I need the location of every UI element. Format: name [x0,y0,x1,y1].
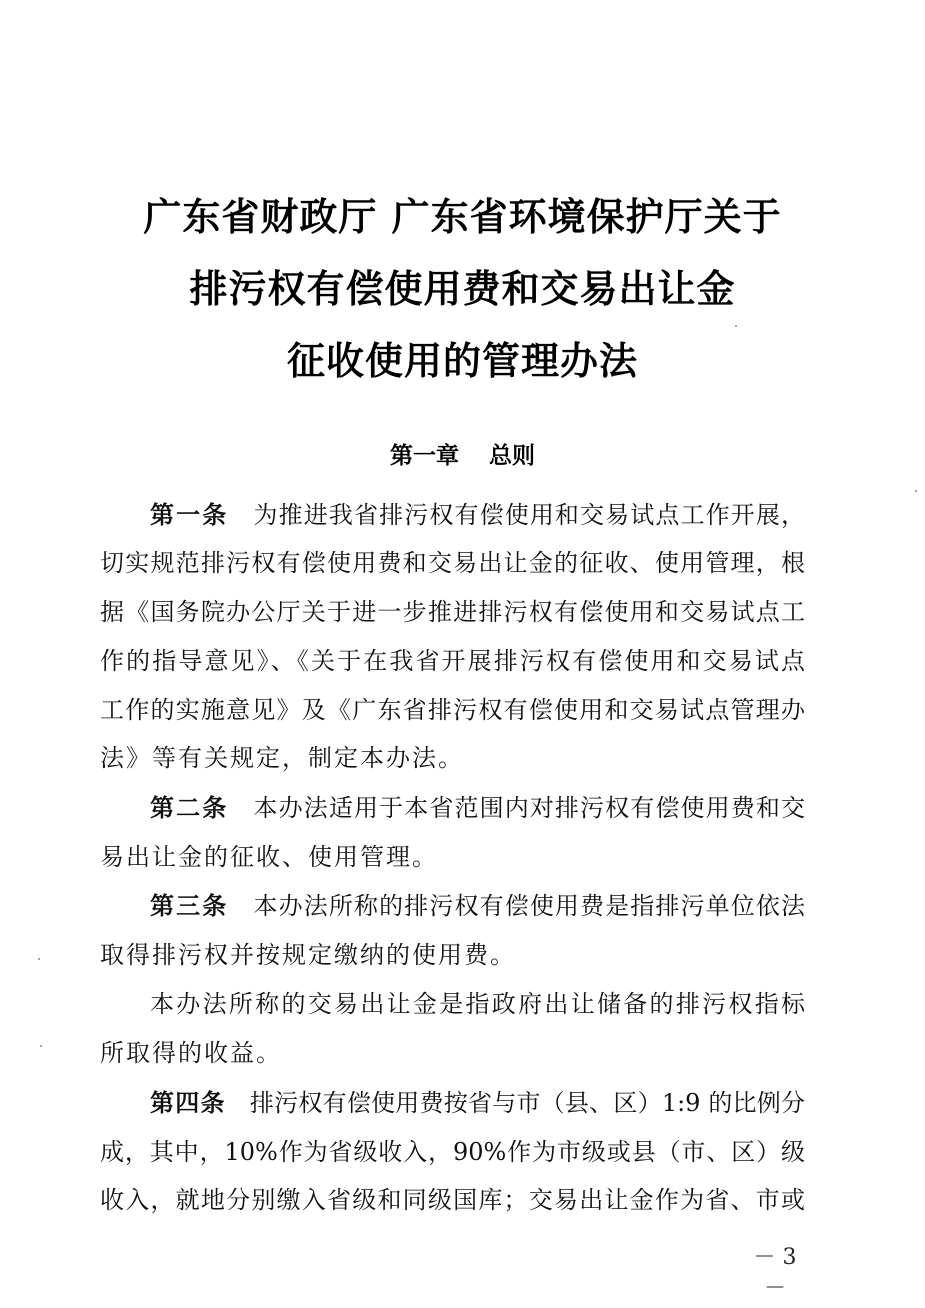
document-title-line-1: 广东省财政厅 广东省环境保护厅关于 [143,195,782,239]
article-3-line-2: 取得排污权并按规定缴纳的使用费。 [100,941,516,969]
chapter-name: 总则 [489,443,535,469]
article-2-label: 第二条 [150,794,229,822]
scan-speck [915,490,917,492]
article-4-label: 第四条 [150,1089,226,1117]
scan-speck [40,1045,42,1047]
article-1-line-4: 作的指导意见》、《关于在我省开展排污权有偿使用和交易试点 [100,647,805,675]
article-1-label: 第一条 [150,501,229,529]
scan-speck [38,958,40,960]
article-1-line-5: 工作的实施意见》及《广东省排污权有偿使用和交易试点管理办 [100,696,805,724]
article-4-line-2: 成，其中，10%作为省级收入，90%作为市级或县（市、区）级 [100,1138,805,1166]
article-3-label: 第三条 [150,892,229,920]
article-3-para2-line-1: 本办法所称的交易出让金是指政府出让储备的排污权指标 [150,990,805,1018]
chapter-number: 第一章 [390,443,459,469]
document-title-line-2: 排污权有偿使用费和交易出让金 [189,267,736,311]
article-1-line-1: 第一条 为推进我省排污权有偿使用和交易试点工作开展， [150,501,806,529]
article-4-line-3: 收入，就地分别缴入省级和同级国库；交易出让金作为省、市或 [100,1186,805,1214]
article-3-line-1: 第三条 本办法所称的排污权有偿使用费是指排污单位依法 [150,892,806,920]
page-number: － 3 － [753,1245,797,1301]
scan-speck [735,325,737,327]
document-title-line-3: 征收使用的管理办法 [286,339,638,383]
chapter-heading [0,437,925,470]
article-2-line-2: 易出让金的征收、使用管理。 [100,843,438,871]
article-2-line-1: 第二条 本办法适用于本省范围内对排污权有偿使用费和交 [150,794,806,822]
article-4-line-1: 第四条 排污权有偿使用费按省与市（县、区）1:9 的比例分 [150,1089,806,1117]
article-1-line-3: 据《国务院办公厅关于进一步推进排污权有偿使用和交易试点工 [100,598,805,626]
article-1-line-6: 法》等有关规定，制定本办法。 [100,744,464,772]
article-1-line-2: 切实规范排污权有偿使用费和交易出让金的征收、使用管理，根 [100,549,805,577]
article-3-para2-line-2: 所取得的收益。 [100,1039,282,1067]
